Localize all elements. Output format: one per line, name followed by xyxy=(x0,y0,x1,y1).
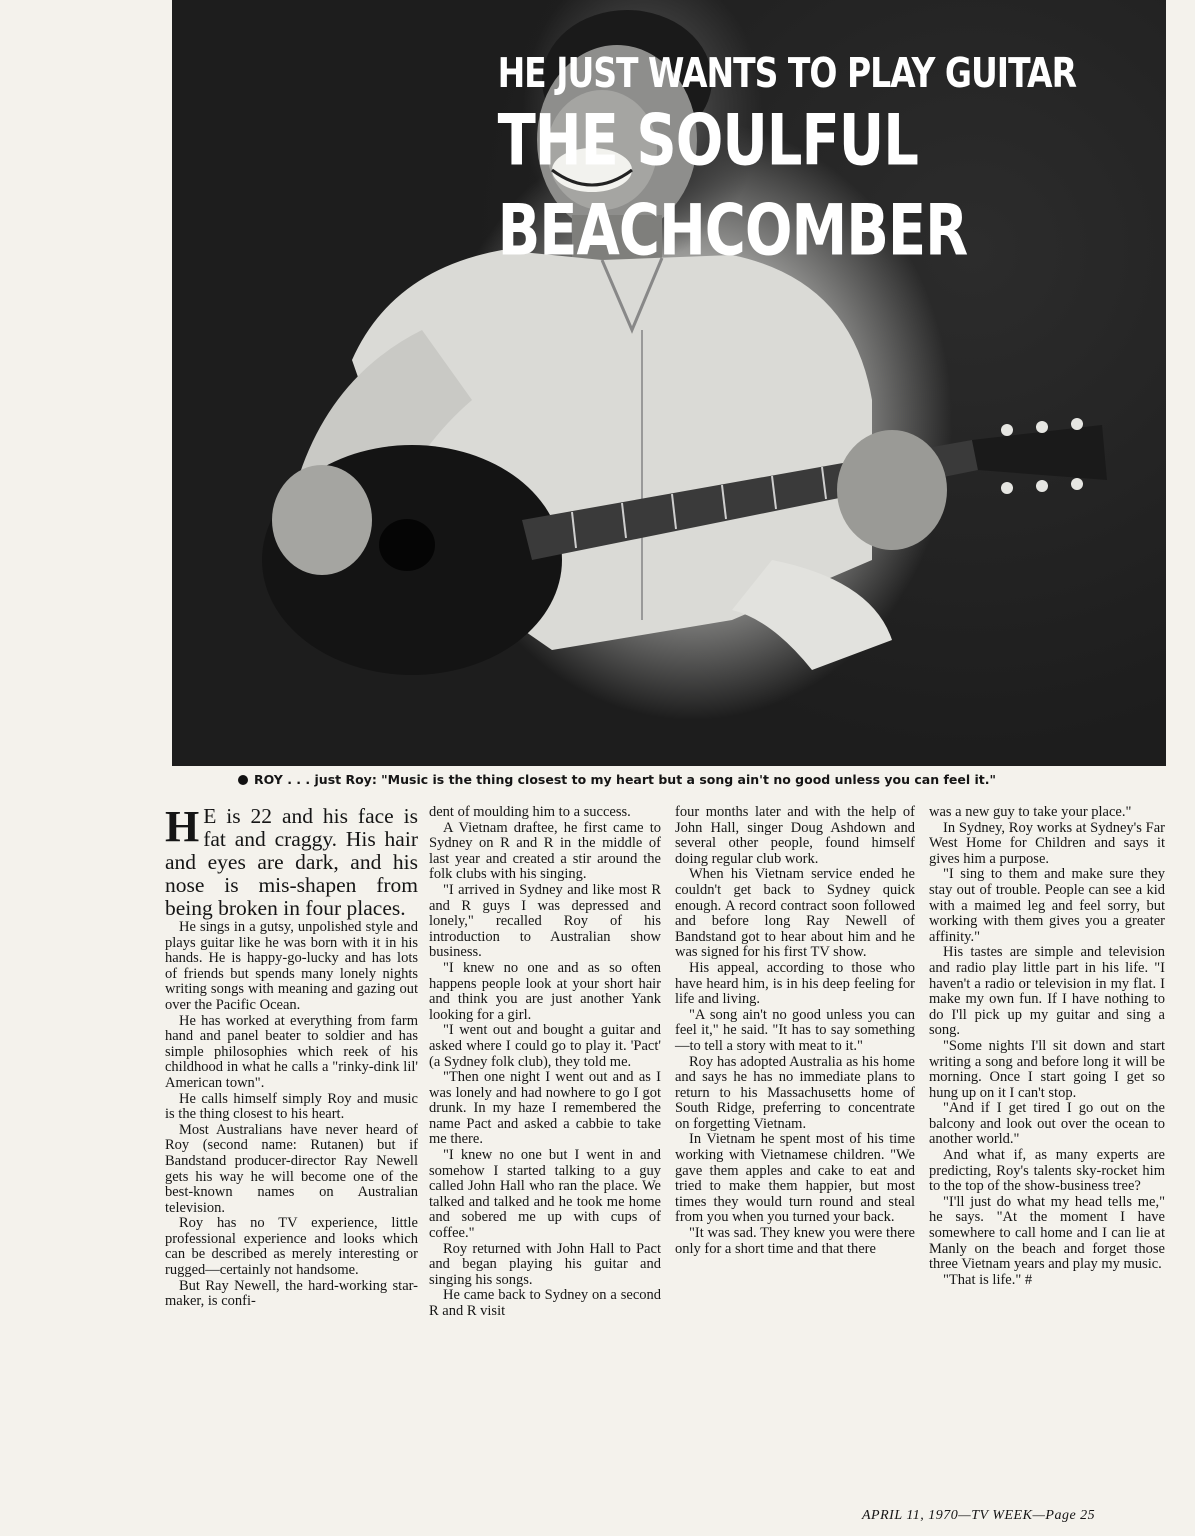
paragraph: He has worked at everything from farm hand and panel beater to soldier and has simple philosophies which reek of his childhood in what he calls a "rinky-dink lil' American town". xyxy=(165,1012,418,1091)
paragraph: "That is life." # xyxy=(943,1271,1033,1288)
paragraph: In Sydney, Roy works at Sydney's Far West Home for Children and says it gives him a purpose. xyxy=(929,819,1165,867)
paragraph: He calls himself simply Roy and music is the thing closest to his heart. xyxy=(165,1090,418,1123)
paragraph: His appeal, according to those who have heard him, is in his deep feeling for life and living. xyxy=(675,959,915,1008)
article-column-2 xyxy=(429,805,661,1320)
article-column-1 xyxy=(165,802,418,1310)
paragraph: "A song ain't no good unless you can feel it," he said. "It has to say something—to tell a story with meat to it." xyxy=(675,1006,915,1054)
paragraph: Roy has adopted Australia as his home and says he has no immediate plans to return to his Massachusetts home of South Ridge, preferring to concentrate on forgetting Vietnam. xyxy=(675,1053,915,1132)
drop-cap: H xyxy=(165,802,200,851)
paragraph: "Some nights I'll sit down and start writing a song and before long it will be morning. Once I start going I get so hung up on it I can't stop. xyxy=(929,1037,1165,1101)
paragraph: When his Vietnam service ended he couldn't get back to Sydney quick enough. A record contract soon followed and before long Ray Newell of Bandstand got to hear about him and he was signed for his first TV show. xyxy=(675,866,915,961)
paragraph: "It was sad. They knew you were there only for a short time and that there xyxy=(675,1225,915,1257)
paragraph: And what if, as many experts are predicting, Roy's talents sky-rocket him to the top of the show-business tree? xyxy=(929,1147,1165,1195)
paragraph: "I'll just do what my head tells me," he says. "At the moment I have somewhere to call home and I can lie at Manly on the beach and forget those three Vietnam years and play my music. xyxy=(929,1193,1165,1273)
paragraph: In Vietnam he spent most of his time working with Vietnamese children. "We gave them apples and cake to eat and tried to make them happier, but most times they would turn round and steal from you when you turned your back. xyxy=(675,1131,915,1226)
photo-caption xyxy=(238,772,1138,787)
paragraph: He came back to Sydney on a second R and R visit xyxy=(429,1287,661,1319)
paragraph: "Then one night I went out and as I was lonely and had nowhere to go I got drunk. In my haze I remembered the name Pact and asked a cabbie to take me there. xyxy=(429,1069,661,1148)
paragraph: His tastes are simple and television and radio play little part in his life. "I haven't a radio or television in my flat. I make my own fun. If I have nothing to do I'll pick up my guitar and sing a song. xyxy=(929,944,1165,1039)
paragraph: "I went out and bought a guitar and asked where I could go to play it. 'Pact' (a Sydney folk club), they told me. xyxy=(429,1022,661,1070)
paragraph: Most Australians have never heard of Roy (second name: Rutanen) but if Bandstand producer-director Ray Newell gets his way he will become one of the best-known names on Australian television. xyxy=(165,1121,418,1216)
guitarist-photo xyxy=(172,0,1166,766)
article-column-3 xyxy=(675,805,915,1257)
paragraph: He sings in a gutsy, unpolished style and plays guitar like he was born with it in his hands. He is happy-go-lucky and has lots of friends but spends many lonely nights writing songs with meaning and gazing out over the Pacific Ocean. xyxy=(165,919,418,1013)
lead-text: E is 22 and his face is fat and craggy. His hair and eyes are dark, and his nose is mis-shapen from being broken in four places. xyxy=(165,804,418,920)
paragraph: "I knew no one and as so often happens people look at your short hair and think you are just another Yank looking for a girl. xyxy=(429,959,661,1023)
lead-paragraph xyxy=(165,802,418,920)
article-column-4 xyxy=(929,805,1165,1288)
page-footer: APRIL 11, 1970—TV WEEK—Page 25 xyxy=(862,1508,1096,1523)
caption-text: ROY . . . just Roy: "Music is the thing closest to my heart but a song ain't no good unless you can feel it." xyxy=(254,772,997,787)
paragraph: four months later and with the help of John Hall, singer Doug Ashdown and several other people, found himself doing regular club work. xyxy=(675,804,915,867)
paragraph: "I knew no one but I went in and somehow I started talking to a guy called John Hall who ran the place. We talked and talked and he took me home and sobered me up with cups of coffee." xyxy=(429,1147,661,1242)
paragraph: "And if I get tired I go out on the balcony and look out over the ocean to another world." xyxy=(929,1100,1165,1148)
paragraph: But Ray Newell, the hard-working star-maker, is confi- xyxy=(165,1277,418,1310)
headline-kicker: HE JUST WANTS TO PLAY GUITAR xyxy=(497,48,1076,97)
paragraph: was a new guy to take your place." xyxy=(929,804,1132,820)
headline-block xyxy=(497,48,1076,272)
paragraph: "I arrived in Sydney and like most R and R guys I was depressed and lonely," recalled Roy of his introduction to Australian show business. xyxy=(429,881,661,961)
headline-title-line1: THE SOULFUL xyxy=(497,100,918,182)
paragraph: "I sing to them and make sure they stay out of trouble. People can see a kid with a maimed leg and feel sorry, but working with them gives you a greater affinity." xyxy=(929,866,1165,945)
headline-title-line2: BEACHCOMBER xyxy=(497,190,968,272)
paragraph: A Vietnam draftee, he first came to Sydney on R and R in the middle of last year and created a stir around the folk clubs with his singing. xyxy=(429,819,661,883)
headline-title xyxy=(498,97,1076,277)
article-body xyxy=(165,802,1175,1505)
paragraph: dent of moulding him to a success. xyxy=(429,804,631,820)
paragraph: Roy returned with John Hall to Pact and began playing his guitar and singing his songs. xyxy=(429,1240,661,1288)
paragraph: Roy has no TV experience, little professional experience and looks which can be described as merely interesting or rugged—certainly not handsome. xyxy=(165,1215,418,1279)
bullet-icon xyxy=(238,775,248,785)
